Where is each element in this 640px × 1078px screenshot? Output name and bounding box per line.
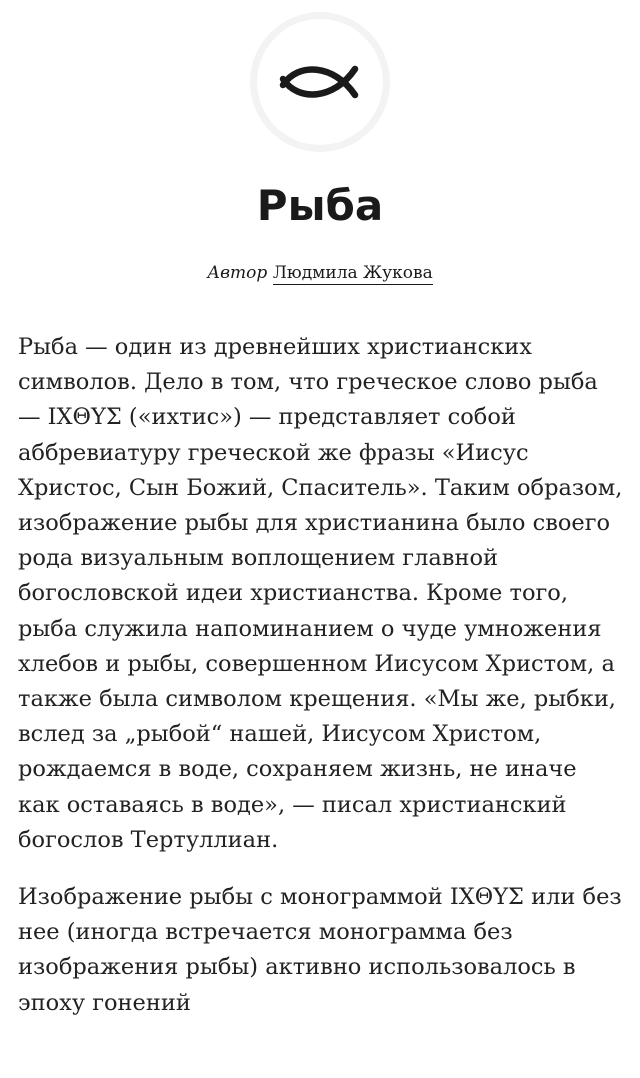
byline	[0, 258, 640, 288]
author-link[interactable]: Людмила Жукова	[272, 263, 433, 283]
article-paragraph-1: Рыба — один из древнейших христианских символов. Дело в том, что греческое слово рыба — ΙΧΘΥΣ («ихтис») — представляет собой аббревиатуру греческой же фразы «Иисус Христос, Сын Божий, Спаситель». Таким образом, изображение рыбы для христианина было своего рода визуальным воплощением главной богословской идеи христианства. Кроме того, рыба служила напоминанием о чуде умножения хлебов и рыбы, совершенном Иисусом Христом, а также была символом крещения. «Мы же, рыбки, вслед за „рыбой“ нашей, Иисусом Христом, рождаемся в воде, сохраняем жизнь, не иначе как оставаясь в воде», — писал христианский богослов Тертуллиан.	[18, 334, 623, 853]
symbol-emblem-inner	[257, 19, 383, 145]
symbol-emblem	[250, 12, 390, 152]
article-title: Рыба	[256, 181, 384, 230]
article-paragraph-2: Изображение рыбы с монограммой ΙΧΘΥΣ или без нее (иногда встречается монограмма без изображения рыбы) активно использовалось в эпоху гонений	[18, 884, 622, 1016]
article-body	[18, 330, 624, 1043]
ichthys-fish-icon	[278, 62, 362, 102]
author-label: Автор	[207, 263, 268, 283]
